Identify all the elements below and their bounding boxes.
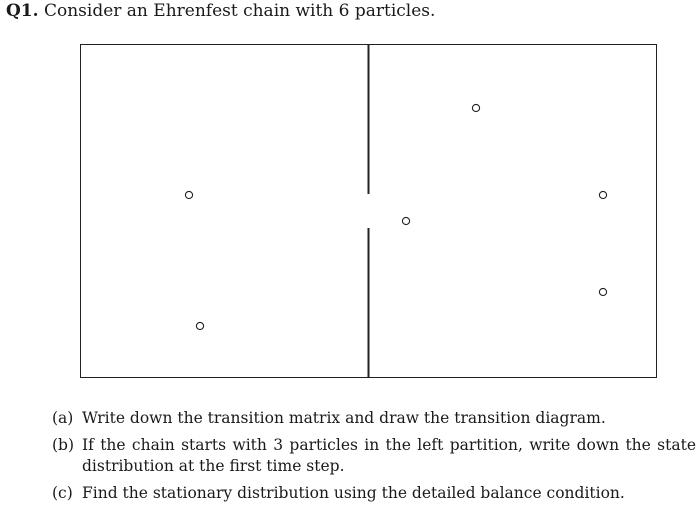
- question-parts: [52, 408, 696, 510]
- particle-right-4: [599, 288, 606, 295]
- question-number: Q1.: [6, 1, 39, 21]
- part-label: (a): [52, 409, 74, 427]
- part-text: Find the stationary distribution using the detailed balance condition.: [82, 484, 625, 502]
- part-label: (c): [52, 484, 73, 502]
- particle-right-3: [599, 191, 606, 198]
- part-text: Write down the transition matrix and draw the transition diagram.: [82, 409, 606, 427]
- particle-right-1: [472, 104, 479, 111]
- particle-left-1: [185, 191, 192, 198]
- part-c: [52, 483, 696, 504]
- particle-left-2: [196, 322, 203, 329]
- part-a: [52, 408, 696, 429]
- question-text: Consider an Ehrenfest chain with 6 particles.: [43, 1, 436, 21]
- part-text: If the chain starts with 3 particles in the left partition, write down the state distribution at the first time step.: [82, 436, 696, 475]
- part-b: [52, 435, 696, 477]
- part-label: (b): [52, 436, 75, 454]
- particle-right-2: [402, 217, 409, 224]
